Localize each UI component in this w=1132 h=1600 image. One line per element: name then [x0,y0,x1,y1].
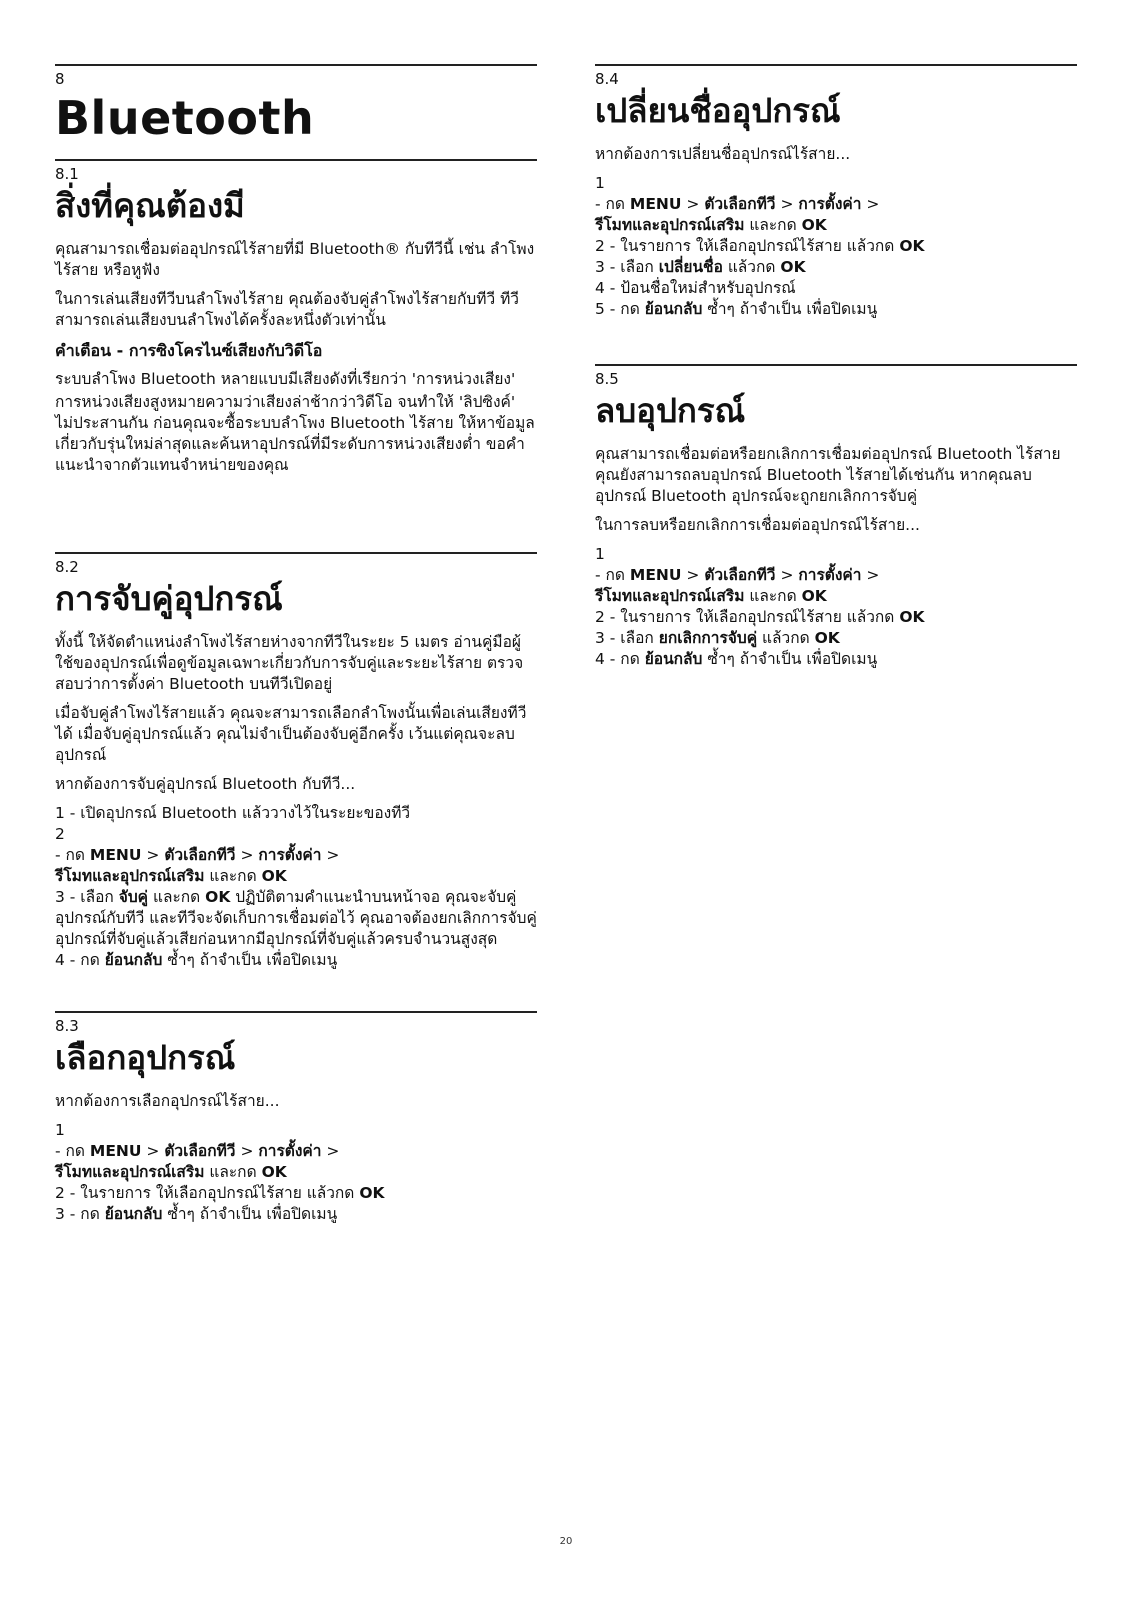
menu-key: MENU [629,195,682,213]
menu-key: MENU [629,566,682,584]
section-rule [55,552,537,554]
section-number: 8.5 [595,370,619,388]
paragraph: ระบบลำโพง Bluetooth หลายแบบมีเสียงดังที่เรียกว่า 'การหน่วงเสียง' [55,370,516,388]
section-number: 8.4 [595,70,619,88]
right-column [595,64,1077,670]
paragraph: หากต้องการจับคู่อุปกรณ์ Bluetooth กับทีวี... [55,775,356,793]
section-rule [55,159,537,161]
menu-path-settings: การตั้งค่า [798,566,862,584]
menu-path-settings: การตั้งค่า [798,195,862,213]
step-list [55,1120,537,1225]
section-title: การจับคู่อุปกรณ์ [55,579,283,618]
ok-key: OK [899,237,925,255]
section-title: สิ่งที่คุณต้องมี [55,186,245,225]
paragraph: คุณสามารถเชื่อมต่อหรือยกเลิกการเชื่อมต่ออุปกรณ์ Bluetooth ไร้สาย คุณยังสามารถลบอุปกรณ์ Bluetooth ไร้สายได้เช่นกัน หากคุณลบอุปกรณ์ Bluetooth อุปกรณ์จะถูกยกเลิกการจับคู่ [595,445,1061,505]
warning-heading: คำเตือน - การซิงโครไนซ์เสียงกับวิดีโอ [55,341,323,360]
ok-key: OK [261,867,287,885]
menu-path-remote: รีโมทและอุปกรณ์เสริม [55,867,205,885]
ok-key: OK [205,888,231,906]
chapter-number: 8 [55,70,65,88]
step-4: 4 - กด ย้อนกลับ ซ้ำๆ ถ้าจำเป็น เพื่อปิดเมนู [595,650,878,668]
pair-option: จับคู่ [118,888,149,906]
section-rule [595,364,1077,366]
step-list [595,173,1077,320]
ok-key: OK [801,216,827,234]
chapter-title: Bluetooth [55,91,315,145]
step-list [55,803,537,971]
section-8-5 [595,364,1077,670]
back-key: ย้อนกลับ [104,951,163,969]
section-number: 8.2 [55,558,79,576]
back-key: ย้อนกลับ [644,650,703,668]
step-5: 5 - กด ย้อนกลับ ซ้ำๆ ถ้าจำเป็น เพื่อปิดเมนู [595,300,878,318]
section-8-1 [55,159,537,476]
paragraph: ในการลบหรือยกเลิกการเชื่อมต่ออุปกรณ์ไร้สาย... [595,516,920,534]
menu-path-tv-options: ตัวเลือกทีวี [164,846,236,864]
ok-key: OK [899,608,925,626]
back-key: ย้อนกลับ [644,300,703,318]
page-number: 20 [559,1536,573,1547]
section-rule [55,1011,537,1013]
step-1-number: 1 [595,174,605,192]
section-8-4 [595,64,1077,320]
ok-key: OK [359,1184,385,1202]
step-1: - กด MENU > ตัวเลือกทีวี > การตั้งค่า > รีโมทและอุปกรณ์เสริม และกด OK [595,566,880,605]
section-8-2 [55,552,537,971]
unpair-option: ยกเลิกการจับคู่ [658,629,758,647]
step-2: 2 - ในรายการ ให้เลือกอุปกรณ์ไร้สาย แล้วกด OK [595,608,925,626]
paragraph: การหน่วงเสียงสูงหมายความว่าเสียงล่าช้ากว่าวิดีโอ จนทำให้ 'ลิปซิงค์' ไม่ประสานกัน ก่อนคุณจะซื้อระบบลำโพง Bluetooth ไร้สาย ให้หาข้อมูลเกี่ยวกับรุ่นใหม่ล่าสุดและค้นหาอุปกรณ์ที่มีระดับการหน่วงเสียงต่ำ ขอคำแนะนำจากตัวแทนจำหน่ายของคุณ [55,393,535,474]
paragraph: ในการเล่นเสียงทีวีบนลำโพงไร้สาย คุณต้องจับคู่ลำโพงไร้สายกับทีวี ทีวีสามารถเล่นเสียงบนลำโพงได้ครั้งละหนึ่งตัวเท่านั้น [55,290,519,329]
menu-path-settings: การตั้งค่า [258,846,322,864]
section-title: เลือกอุปกรณ์ [55,1038,236,1077]
step-3: 3 - กด ย้อนกลับ ซ้ำๆ ถ้าจำเป็น เพื่อปิดเมนู [55,1205,338,1223]
step-2: 2 - ในรายการ ให้เลือกอุปกรณ์ไร้สาย แล้วกด OK [595,237,925,255]
left-column [55,64,537,1225]
step-3: 3 - เลือก ยกเลิกการจับคู่ แล้วกด OK [595,629,840,647]
menu-path-settings: การตั้งค่า [258,1142,322,1160]
ok-key: OK [814,629,840,647]
back-key: ย้อนกลับ [104,1205,163,1223]
section-number: 8.3 [55,1017,79,1035]
paragraph: หากต้องการเลือกอุปกรณ์ไร้สาย... [55,1092,280,1110]
menu-path-tv-options: ตัวเลือกทีวี [704,195,776,213]
section-title: ลบอุปกรณ์ [595,391,746,430]
step-4: 4 - กด ย้อนกลับ ซ้ำๆ ถ้าจำเป็น เพื่อปิดเมนู [55,951,338,969]
menu-path-remote: รีโมทและอุปกรณ์เสริม [595,216,745,234]
step-2-number: 2 [55,825,65,843]
menu-path-tv-options: ตัวเลือกทีวี [164,1142,236,1160]
step-1-number: 1 [55,1121,65,1139]
step-list [595,544,1077,670]
section-number: 8.1 [55,165,79,183]
step-2: 2 - ในรายการ ให้เลือกอุปกรณ์ไร้สาย แล้วกด OK [55,1184,385,1202]
step-1: 1 - เปิดอุปกรณ์ Bluetooth แล้ววางไว้ในระยะของทีวี [55,804,411,822]
chapter-rule [55,64,537,66]
step-3: 3 - เลือก เปลี่ยนชื่อ แล้วกด OK [595,258,806,276]
step-2: - กด MENU > ตัวเลือกทีวี > การตั้งค่า > รีโมทและอุปกรณ์เสริม และกด OK [55,846,340,885]
paragraph: ทั้งนี้ ให้จัดตำแหน่งลำโพงไร้สายห่างจากทีวีในระยะ 5 เมตร อ่านคู่มือผู้ใช้ของอุปกรณ์เพื่อดูข้อมูลเฉพาะเกี่ยวกับการจับคู่และระยะไร้สาย ตรวจสอบว่าการตั้งค่า Bluetooth บนทีวีเปิดอยู่ [55,633,524,693]
ok-key: OK [261,1163,287,1181]
ok-key: OK [801,587,827,605]
paragraph: เมื่อจับคู่ลำโพงไร้สายแล้ว คุณจะสามารถเลือกลำโพงนั้นเพื่อเล่นเสียงทีวีได้ เมื่อจับคู่อุปกรณ์แล้ว คุณไม่จำเป็นต้องจับคู่อีกครั้ง เว้นแต่คุณจะลบอุปกรณ์ [55,704,527,764]
section-8-3 [55,1011,537,1225]
paragraph: หากต้องการเปลี่ยนชื่ออุปกรณ์ไร้สาย... [595,145,851,163]
menu-path-remote: รีโมทและอุปกรณ์เสริม [595,587,745,605]
menu-path-remote: รีโมทและอุปกรณ์เสริม [55,1163,205,1181]
menu-key: MENU [89,846,142,864]
ok-key: OK [780,258,806,276]
step-1: - กด MENU > ตัวเลือกทีวี > การตั้งค่า > รีโมทและอุปกรณ์เสริม และกด OK [55,1142,340,1181]
section-title: เปลี่ยนชื่ออุปกรณ์ [595,91,841,130]
section-rule [595,64,1077,66]
paragraph: คุณสามารถเชื่อมต่ออุปกรณ์ไร้สายที่มี Bluetooth® กับทีวีนี้ เช่น ลำโพงไร้สาย หรือหูฟัง [55,240,535,279]
menu-path-tv-options: ตัวเลือกทีวี [704,566,776,584]
rename-option: เปลี่ยนชื่อ [658,258,723,276]
menu-key: MENU [89,1142,142,1160]
step-1: - กด MENU > ตัวเลือกทีวี > การตั้งค่า > รีโมทและอุปกรณ์เสริม และกด OK [595,195,880,234]
step-4: 4 - ป้อนชื่อใหม่สำหรับอุปกรณ์ [595,279,796,297]
step-3: 3 - เลือก จับคู่ และกด OK ปฏิบัติตามคำแนะนำบนหน้าจอ คุณจะจับคู่อุปกรณ์กับทีวี และทีวีจะจัดเก็บการเชื่อมต่อไว้ คุณอาจต้องยกเลิกการจับคู่อุปกรณ์ที่จับคู่แล้วเสียก่อนหากมีอุปกรณ์ที่จับคู่แล้วครบจำนวนสูงสุด [55,888,537,948]
step-1-number: 1 [595,545,605,563]
